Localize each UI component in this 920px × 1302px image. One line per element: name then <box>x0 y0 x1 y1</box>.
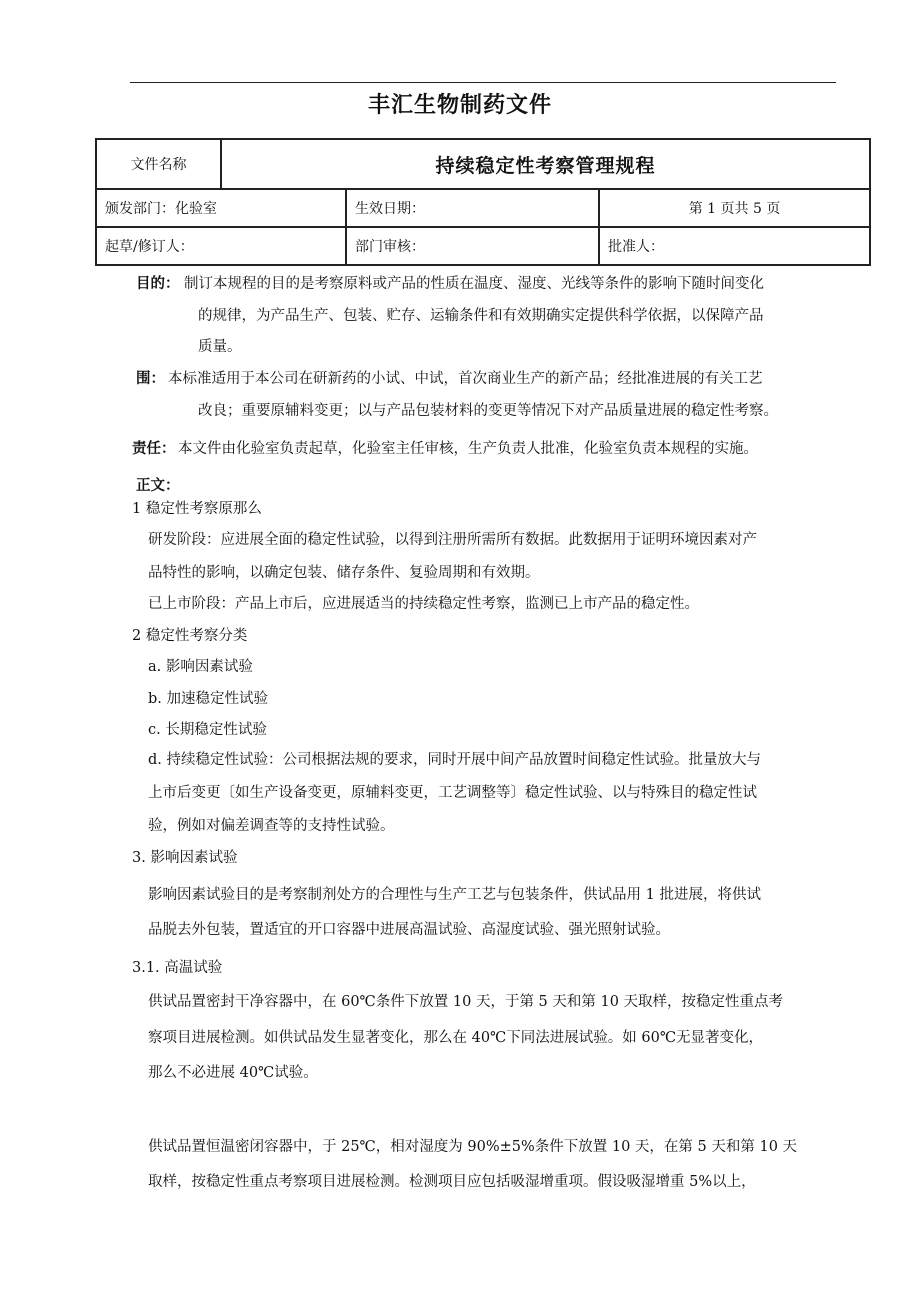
paragraph-line: 取样，按稳定性重点考察项目进展检测。检测项目应包括吸湿增重项。假设吸湿增重 5%以上， <box>148 1174 756 1190</box>
scope-line: 改良；重要原辅料变更；以与产品包装材料的变更等情况下对产品质量进展的稳定性考察。 <box>198 403 778 419</box>
purpose-label: 目的： <box>136 275 180 292</box>
header-rule <box>130 82 836 83</box>
list-item: 上市后变更〔如生产设备变更，原辅料变更，工艺调整等〕稳定性试验、以与特殊目的稳定性试 <box>148 785 757 801</box>
document-title: 持续稳定性考察管理规程 <box>221 139 870 189</box>
paragraph-line: 研发阶段：应进展全面的稳定性试验，以得到注册所需所有数据。此数据用于证明环境因素对产 <box>148 532 757 548</box>
paragraph-line: 品脱去外包装，置适宜的开口容器中进展高温试验、高湿度试验、强光照射试验。 <box>148 922 670 938</box>
approver: 批准人： <box>599 227 870 265</box>
list-item: 验，例如对偏差调查等的支持性试验。 <box>148 818 395 834</box>
responsibility-text: 本文件由化验室负责起草，化验室主任审核，生产负责人批准，化验室负责本规程的实施。 <box>178 441 758 457</box>
purpose-line: 质量。 <box>198 339 242 355</box>
department-review: 部门审核： <box>346 227 599 265</box>
effective-date: 生效日期： <box>346 189 599 227</box>
list-item: b. 加速稳定性试验 <box>148 691 268 707</box>
drafter: 起草/修订人： <box>96 227 346 265</box>
paragraph-line: 察项目进展检测。如供试品发生显著变化，那么在 40℃下同法进展试验。如 60℃无显著变化， <box>148 1030 764 1046</box>
paragraph-line: 品特性的影响，以确定包装、储存条件、复验周期和有效期。 <box>148 565 540 581</box>
paragraph-line: 那么不必进展 40℃试验。 <box>148 1065 318 1081</box>
scope-line: 本标准适用于本公司在研新药的小试、中试，首次商业生产的新产品；经批准进展的有关工艺 <box>168 371 763 387</box>
scope-label: 围： <box>136 370 165 387</box>
section-heading: 1 稳定性考察原那么 <box>132 501 262 517</box>
company-title: 丰汇生物制药文件 <box>367 92 552 118</box>
purpose-line: 制订本规程的目的是考察原料或产品的性质在温度、湿度、光线等条件的影响下随时间变化 <box>184 276 764 292</box>
document-header-table <box>95 138 871 266</box>
responsibility-label: 责任： <box>132 440 176 457</box>
paragraph-line: 影响因素试验目的是考察制剂处方的合理性与生产工艺与包装条件，供试品用 1 批进展，将供试 <box>148 887 761 903</box>
section-heading: 3. 影响因素试验 <box>132 850 238 866</box>
page-info: 第 1 页共 5 页 <box>599 189 870 227</box>
body-label: 正文： <box>136 477 180 494</box>
paragraph-line: 已上市阶段：产品上市后，应进展适当的持续稳定性考察，监测已上市产品的稳定性。 <box>148 596 699 612</box>
file-name-label: 文件名称 <box>96 139 221 189</box>
paragraph-line: 供试品置密封干净容器中，在 60℃条件下放置 10 天，于第 5 天和第 10 天取样，按稳定性重点考 <box>148 994 784 1010</box>
list-item: c. 长期稳定性试验 <box>148 722 267 738</box>
paragraph-line: 供试品置恒温密闭容器中，于 25℃，相对湿度为 90%±5%条件下放置 10 天，在第 5 天和第 10 天 <box>148 1139 798 1155</box>
purpose-line: 的规律，为产品生产、包装、贮存、运输条件和有效期确实定提供科学依据，以保障产品 <box>198 308 764 324</box>
issuing-department: 颁发部门：化验室 <box>96 189 346 227</box>
list-item: d. 持续稳定性试验：公司根据法规的要求，同时开展中间产品放置时间稳定性试验。批量放大与 <box>148 752 761 768</box>
section-heading: 3.1. 高温试验 <box>132 960 223 976</box>
section-heading: 2 稳定性考察分类 <box>132 628 248 644</box>
list-item: a. 影响因素试验 <box>148 659 253 675</box>
